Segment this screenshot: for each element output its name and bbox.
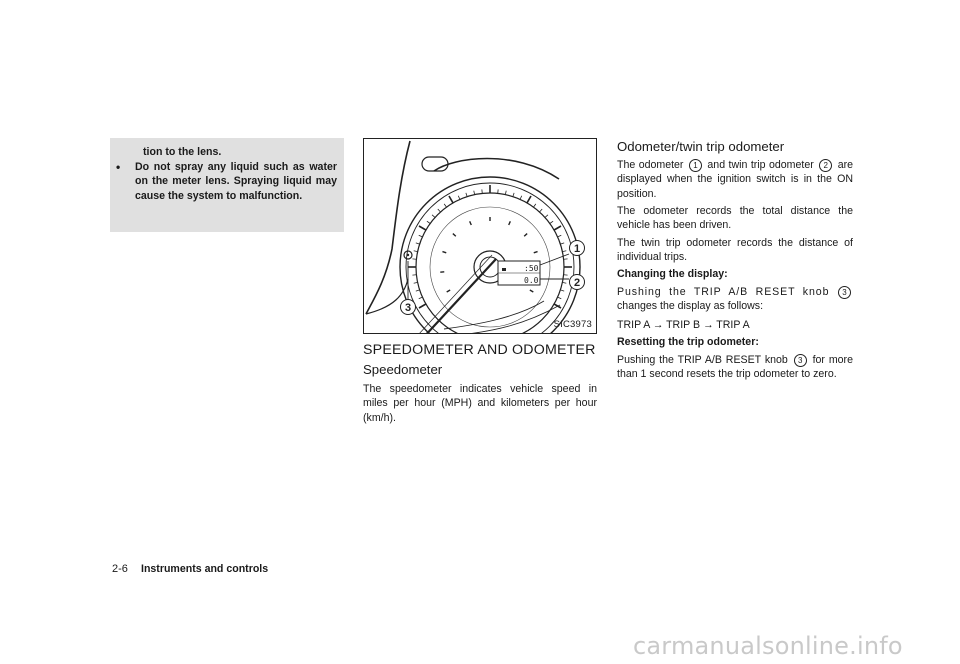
gauge-tick (474, 191, 475, 195)
speedometer-illustration (364, 139, 597, 334)
gauge-tick (562, 251, 566, 252)
lower-arc-2 (460, 305, 560, 334)
warning-continuation: tion to the lens. (143, 146, 222, 158)
odometer-p1-a: The odometer (617, 159, 684, 171)
gauge-needle-edge (418, 255, 492, 334)
speedometer-body: The speedometer indicates vehicle speed in miles per hour (MPH) and kilometers per hour (km/h). (363, 383, 597, 424)
gauge-ticks (408, 185, 572, 308)
gauge-tick (419, 226, 426, 230)
gauge-inner-tick (470, 221, 472, 225)
gauge-tick (560, 243, 564, 244)
callout-2-number: 2 (573, 277, 581, 289)
ref-3-icon-2: 3 (794, 354, 807, 367)
callout-1-number: 1 (573, 243, 581, 255)
gauge-tick (545, 215, 548, 218)
warning-bullet-mark: • (116, 160, 121, 174)
housing-top-cap (422, 157, 448, 171)
gauge-tick (540, 209, 543, 212)
gauge-tick (533, 204, 535, 207)
odometer-display-line1: :50 (524, 264, 539, 273)
gauge-outer-ring (400, 177, 580, 334)
callout-2 (570, 275, 585, 290)
speedometer-heading: Speedometer (363, 362, 443, 377)
gauge-tick (419, 304, 426, 308)
ref-3-icon: 3 (838, 286, 851, 299)
gauge-inner-tick (442, 252, 446, 253)
lower-arc-1 (444, 301, 544, 329)
callout-3-number: 3 (404, 302, 412, 314)
section-heading: SPEEDOMETER AND ODOMETER (363, 342, 596, 358)
gauge-inner-tick (509, 221, 511, 225)
gauge-tick (427, 221, 430, 223)
ref-2-icon: 2 (819, 159, 832, 172)
odometer-p5-b: for more than 1 second resets the trip odometer to zero. (617, 354, 853, 381)
gauge-tick (527, 196, 531, 203)
gauge-inner-tick (524, 234, 527, 237)
warning-bullet-text: Do not spray any liquid such as water on the meter lens. Spraying liquid may cause the system to malfunction. (135, 161, 337, 202)
odometer-p1-c: are displayed when the ignition switch is in the ON position. (617, 159, 854, 200)
changing-display-heading: Changing the display: (617, 268, 728, 280)
gauge-tick (414, 251, 418, 252)
odometer-p4-b: changes the display as follows: (617, 300, 764, 313)
gauge-tick (554, 226, 561, 230)
gauge-tick (562, 282, 566, 283)
odometer-paragraph-2: The odometer records the total distance the vehicle has been driven. (617, 205, 853, 232)
odometer-p5-a: Pushing the TRIP A/B RESET knob (617, 354, 788, 366)
gauge-tick (432, 215, 435, 218)
trip-reset-knob-center (407, 254, 409, 256)
gauge-tick (416, 290, 420, 291)
gauge-inner-tick (534, 252, 538, 253)
gauge-tick (558, 235, 562, 237)
speedometer-figure (363, 138, 597, 334)
page-number: 2-6 (112, 563, 128, 575)
gauge-tick (466, 193, 467, 197)
ref-1-icon: 1 (689, 159, 702, 172)
gauge-tick (416, 243, 420, 244)
gauge-tick (419, 235, 423, 237)
gauge-housing (434, 159, 559, 180)
dashboard-contour (366, 141, 410, 314)
gauge-tick (444, 204, 446, 207)
gauge-tick (560, 290, 564, 291)
callout-3 (401, 300, 416, 315)
odometer-paragraph-3: The twin trip odometer records the distance of individual trips. (617, 237, 853, 264)
gauge-inner-tick (453, 234, 456, 237)
gauge-inner-tick (447, 290, 450, 292)
gauge-tick (438, 209, 441, 212)
odometer-p4-a: Pushing the TRIP A/B RESET knob (617, 286, 830, 298)
gauge-tick (414, 282, 418, 283)
watermark: carmanualsonline.info (633, 632, 903, 660)
gauge-inner-tick (530, 290, 533, 292)
odometer-display-line2: 0.0 (524, 276, 539, 285)
figure-code: SIC3973 (553, 319, 592, 330)
section-title: Instruments and controls (141, 563, 269, 575)
odometer-paragraph-4 (617, 285, 853, 314)
gauge-tick (449, 196, 453, 203)
display-indicator (502, 268, 506, 271)
odometer-heading: Odometer/twin trip odometer (617, 139, 785, 154)
odometer-paragraph-5 (617, 353, 853, 382)
gauge-tick (558, 297, 562, 299)
odometer-p1-b: and twin trip odometer (707, 159, 814, 171)
gauge-tick (513, 193, 514, 197)
gauge-tick (505, 191, 506, 195)
callout-1 (570, 241, 585, 256)
gauge-tick (419, 297, 423, 299)
gauge-tick (458, 196, 460, 200)
warning-text-block (135, 145, 337, 203)
resetting-heading: Resetting the trip odometer: (617, 336, 759, 348)
gauge-tick (550, 221, 553, 223)
odometer-paragraph-1 (617, 158, 853, 201)
trip-sequence: TRIP A → TRIP B → TRIP A (617, 319, 750, 331)
gauge-tick (520, 196, 522, 200)
